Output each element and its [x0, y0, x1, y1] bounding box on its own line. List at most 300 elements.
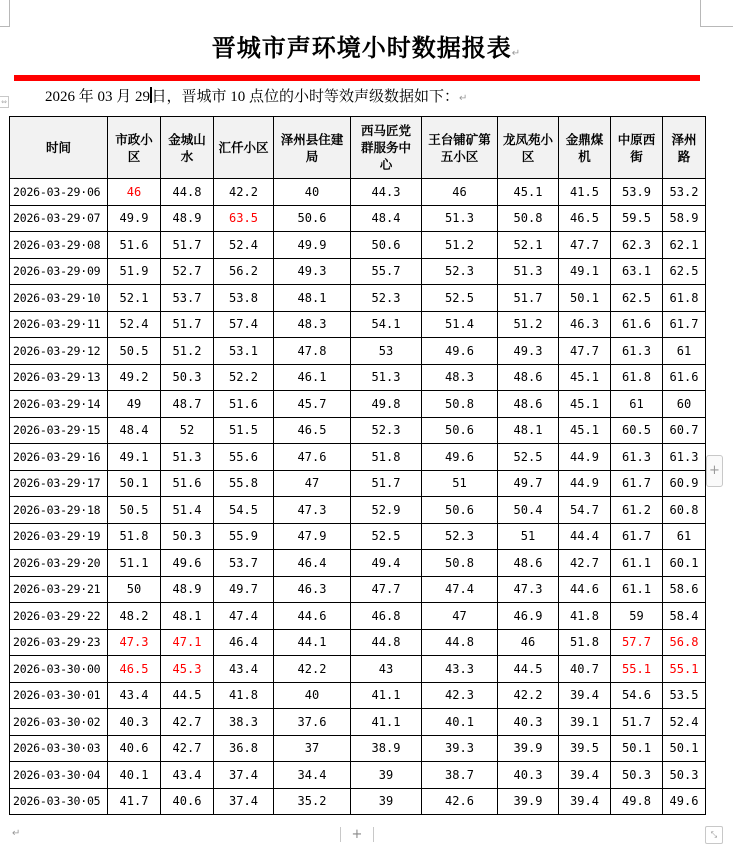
value-cell[interactable]: 50.8: [422, 550, 498, 577]
value-cell[interactable]: 52.7: [161, 258, 214, 285]
value-cell[interactable]: 54.6: [611, 682, 663, 709]
value-cell[interactable]: 50.1: [611, 735, 663, 762]
value-cell[interactable]: 52: [161, 417, 214, 444]
value-cell[interactable]: 51.4: [161, 497, 214, 524]
value-cell[interactable]: 53.9: [611, 179, 663, 206]
value-cell[interactable]: 34.4: [274, 762, 351, 789]
value-cell[interactable]: 49.8: [611, 788, 663, 815]
value-cell[interactable]: 61.8: [611, 364, 663, 391]
table-row: [10, 523, 706, 550]
value-cell[interactable]: 51.3: [351, 364, 422, 391]
value-cell[interactable]: 43.4: [161, 762, 214, 789]
value-cell[interactable]: 53.1: [214, 338, 274, 365]
intro-description-text: 日，晋城市 10 点位的小时等效声级数据如下：: [151, 89, 460, 105]
value-cell[interactable]: 48.3: [274, 311, 351, 338]
value-cell[interactable]: 49.8: [351, 391, 422, 418]
time-cell[interactable]: 2026-03-29·19: [10, 523, 108, 550]
value-cell[interactable]: 51.3: [498, 258, 559, 285]
value-cell[interactable]: 46: [422, 179, 498, 206]
value-cell[interactable]: 46.3: [559, 311, 611, 338]
table-row: [10, 338, 706, 365]
table-row: [10, 417, 706, 444]
value-cell[interactable]: 61.7: [663, 311, 706, 338]
value-cell[interactable]: 45.1: [498, 179, 559, 206]
value-cell[interactable]: 51.8: [351, 444, 422, 471]
time-cell[interactable]: 2026-03-29·22: [10, 603, 108, 630]
time-cell[interactable]: 2026-03-30·04: [10, 762, 108, 789]
time-cell[interactable]: 2026-03-30·00: [10, 656, 108, 683]
value-cell[interactable]: 61: [611, 391, 663, 418]
value-cell[interactable]: 48.4: [351, 205, 422, 232]
time-cell[interactable]: 2026-03-30·03: [10, 735, 108, 762]
value-cell[interactable]: 51.4: [422, 311, 498, 338]
time-cell[interactable]: 2026-03-29·18: [10, 497, 108, 524]
time-cell[interactable]: 2026-03-30·05: [10, 788, 108, 815]
value-cell[interactable]: 52.3: [422, 258, 498, 285]
value-cell[interactable]: 50.6: [422, 417, 498, 444]
value-cell[interactable]: 48.3: [422, 364, 498, 391]
value-cell[interactable]: 51.5: [214, 417, 274, 444]
value-cell[interactable]: 46.4: [214, 629, 274, 656]
column-header-site: 市政小区: [108, 117, 161, 179]
value-cell[interactable]: 49.9: [108, 205, 161, 232]
value-cell[interactable]: 52.9: [351, 497, 422, 524]
time-cell[interactable]: 2026-03-29·10: [10, 285, 108, 312]
value-cell[interactable]: 51.2: [422, 232, 498, 259]
value-cell[interactable]: 42.2: [274, 656, 351, 683]
value-cell[interactable]: 36.8: [214, 735, 274, 762]
value-cell[interactable]: 44.3: [351, 179, 422, 206]
time-cell[interactable]: 2026-03-29·12: [10, 338, 108, 365]
value-cell[interactable]: 40.3: [108, 709, 161, 736]
value-cell[interactable]: 39.9: [498, 735, 559, 762]
paragraph-mark-icon: ↵: [511, 48, 522, 59]
value-cell[interactable]: 58.4: [663, 603, 706, 630]
value-cell[interactable]: 50.6: [422, 497, 498, 524]
value-cell[interactable]: 40.6: [161, 788, 214, 815]
value-cell[interactable]: 42.2: [498, 682, 559, 709]
time-cell[interactable]: 2026-03-29·17: [10, 470, 108, 497]
value-cell[interactable]: 48.6: [498, 391, 559, 418]
value-cell[interactable]: 62.5: [663, 258, 706, 285]
add-column-icon[interactable]: +: [706, 455, 723, 487]
value-cell[interactable]: 51.7: [351, 470, 422, 497]
value-cell[interactable]: 52.3: [351, 417, 422, 444]
value-cell[interactable]: 54.5: [214, 497, 274, 524]
value-cell[interactable]: 42.6: [422, 788, 498, 815]
value-cell[interactable]: 49.6: [422, 444, 498, 471]
value-cell[interactable]: 61.2: [611, 497, 663, 524]
table-row: [10, 735, 706, 762]
value-cell[interactable]: 48.6: [498, 364, 559, 391]
value-cell[interactable]: 44.9: [559, 444, 611, 471]
time-cell[interactable]: 2026-03-30·01: [10, 682, 108, 709]
value-cell[interactable]: 44.1: [274, 629, 351, 656]
time-cell[interactable]: 2026-03-29·23: [10, 629, 108, 656]
value-cell[interactable]: 52.1: [498, 232, 559, 259]
value-cell[interactable]: 63.1: [611, 258, 663, 285]
value-cell[interactable]: 47.7: [559, 338, 611, 365]
value-cell[interactable]: 49.1: [108, 444, 161, 471]
value-cell[interactable]: 48.1: [498, 417, 559, 444]
time-cell[interactable]: 2026-03-29·15: [10, 417, 108, 444]
value-cell[interactable]: 44.6: [559, 576, 611, 603]
value-cell[interactable]: 50.3: [663, 762, 706, 789]
value-cell[interactable]: 51: [422, 470, 498, 497]
value-cell[interactable]: 48.1: [161, 603, 214, 630]
value-cell[interactable]: 58.6: [663, 576, 706, 603]
table-row: [10, 762, 706, 789]
value-cell[interactable]: 47.6: [274, 444, 351, 471]
value-cell[interactable]: 42.7: [161, 709, 214, 736]
value-cell[interactable]: 48.2: [108, 603, 161, 630]
value-cell[interactable]: 51.7: [161, 311, 214, 338]
value-cell[interactable]: 44.6: [274, 603, 351, 630]
time-cell[interactable]: 2026-03-29·11: [10, 311, 108, 338]
value-cell[interactable]: 52.4: [663, 709, 706, 736]
value-cell[interactable]: 49.7: [214, 576, 274, 603]
value-cell[interactable]: 51: [498, 523, 559, 550]
value-cell[interactable]: 39.3: [422, 735, 498, 762]
value-cell[interactable]: 37: [274, 735, 351, 762]
value-cell[interactable]: 47.4: [422, 576, 498, 603]
table-row: [10, 311, 706, 338]
value-cell[interactable]: 49.1: [559, 258, 611, 285]
table-move-icon[interactable]: ⇔: [0, 96, 9, 108]
intro-paragraph[interactable]: [45, 85, 467, 106]
value-cell[interactable]: 49.6: [422, 338, 498, 365]
table-body: [10, 179, 706, 815]
column-header-site: 中原西街: [611, 117, 663, 179]
value-cell[interactable]: 61.7: [611, 470, 663, 497]
value-cell[interactable]: 46.8: [351, 603, 422, 630]
value-cell[interactable]: 51.3: [161, 444, 214, 471]
value-cell[interactable]: 62.3: [611, 232, 663, 259]
value-cell[interactable]: 39.5: [559, 735, 611, 762]
time-cell[interactable]: 2026-03-29·16: [10, 444, 108, 471]
value-cell[interactable]: 53.5: [663, 682, 706, 709]
noise-data-table: [9, 116, 706, 815]
page-corner-mark-left: [0, 0, 10, 27]
value-cell[interactable]: 47.9: [274, 523, 351, 550]
value-cell[interactable]: 43.4: [108, 682, 161, 709]
time-cell[interactable]: 2026-03-29·13: [10, 364, 108, 391]
value-cell[interactable]: 63.5: [214, 205, 274, 232]
time-cell[interactable]: 2026-03-29·21: [10, 576, 108, 603]
value-cell[interactable]: 43.4: [214, 656, 274, 683]
time-cell[interactable]: 2026-03-29·06: [10, 179, 108, 206]
value-cell[interactable]: 60.8: [663, 497, 706, 524]
value-cell[interactable]: 46.9: [498, 603, 559, 630]
add-row-icon[interactable]: +: [340, 827, 374, 842]
value-cell[interactable]: 53.2: [663, 179, 706, 206]
value-cell[interactable]: 55.9: [214, 523, 274, 550]
value-cell[interactable]: 40.7: [559, 656, 611, 683]
value-cell[interactable]: 61.3: [611, 338, 663, 365]
value-cell[interactable]: 39.1: [559, 709, 611, 736]
value-cell[interactable]: 45.1: [559, 364, 611, 391]
value-cell[interactable]: 38.3: [214, 709, 274, 736]
value-cell[interactable]: 47: [422, 603, 498, 630]
value-cell[interactable]: 39.4: [559, 762, 611, 789]
paragraph-mark-icon: ↵: [459, 93, 468, 104]
red-divider-bar: [14, 75, 700, 81]
value-cell[interactable]: 57.7: [611, 629, 663, 656]
value-cell[interactable]: 46.5: [559, 205, 611, 232]
value-cell[interactable]: 52.5: [422, 285, 498, 312]
value-cell[interactable]: 43: [351, 656, 422, 683]
value-cell[interactable]: 50.4: [498, 497, 559, 524]
value-cell[interactable]: 61.1: [611, 576, 663, 603]
value-cell[interactable]: 51.8: [559, 629, 611, 656]
table-row: [10, 444, 706, 471]
value-cell[interactable]: 57.4: [214, 311, 274, 338]
value-cell[interactable]: 40.1: [422, 709, 498, 736]
value-cell[interactable]: 50.5: [108, 338, 161, 365]
value-cell[interactable]: 35.2: [274, 788, 351, 815]
value-cell[interactable]: 61.6: [611, 311, 663, 338]
value-cell[interactable]: 44.8: [351, 629, 422, 656]
value-cell[interactable]: 41.1: [351, 682, 422, 709]
value-cell[interactable]: 61.7: [611, 523, 663, 550]
value-cell[interactable]: 61.6: [663, 364, 706, 391]
value-cell[interactable]: 61.3: [663, 444, 706, 471]
value-cell[interactable]: 48.4: [108, 417, 161, 444]
value-cell[interactable]: 39.9: [498, 788, 559, 815]
value-cell[interactable]: 48.9: [161, 576, 214, 603]
value-cell[interactable]: 51.7: [161, 232, 214, 259]
table-row: [10, 364, 706, 391]
value-cell[interactable]: 47.7: [351, 576, 422, 603]
value-cell[interactable]: 61: [663, 338, 706, 365]
value-cell[interactable]: 50: [108, 576, 161, 603]
time-cell[interactable]: 2026-03-29·20: [10, 550, 108, 577]
table-row: [10, 179, 706, 206]
value-cell[interactable]: 52.4: [214, 232, 274, 259]
value-cell[interactable]: 60.5: [611, 417, 663, 444]
value-cell[interactable]: 48.1: [274, 285, 351, 312]
value-cell[interactable]: 42.3: [422, 682, 498, 709]
value-cell[interactable]: 61: [663, 523, 706, 550]
value-cell[interactable]: 43.3: [422, 656, 498, 683]
value-cell[interactable]: 46.3: [274, 576, 351, 603]
value-cell[interactable]: 53.7: [214, 550, 274, 577]
column-header-site: 泽州县住建局: [274, 117, 351, 179]
value-cell[interactable]: 44.9: [559, 470, 611, 497]
value-cell[interactable]: 41.8: [559, 603, 611, 630]
value-cell[interactable]: 45.1: [559, 391, 611, 418]
value-cell[interactable]: 60.1: [663, 550, 706, 577]
table-row: [10, 205, 706, 232]
value-cell[interactable]: 61.8: [663, 285, 706, 312]
value-cell[interactable]: 59.5: [611, 205, 663, 232]
value-cell[interactable]: 39: [351, 788, 422, 815]
value-cell[interactable]: 60.9: [663, 470, 706, 497]
value-cell[interactable]: 44.5: [161, 682, 214, 709]
value-cell[interactable]: 49.4: [351, 550, 422, 577]
report-title: [0, 28, 733, 63]
value-cell[interactable]: 56.8: [663, 629, 706, 656]
value-cell[interactable]: 45.1: [559, 417, 611, 444]
value-cell[interactable]: 42.2: [214, 179, 274, 206]
value-cell[interactable]: 50.1: [108, 470, 161, 497]
time-cell[interactable]: 2026-03-29·14: [10, 391, 108, 418]
value-cell[interactable]: 46.5: [108, 656, 161, 683]
value-cell[interactable]: 47.4: [214, 603, 274, 630]
column-header-site: 龙凤苑小区: [498, 117, 559, 179]
value-cell[interactable]: 52.5: [351, 523, 422, 550]
value-cell[interactable]: 51.6: [108, 232, 161, 259]
value-cell[interactable]: 55.8: [214, 470, 274, 497]
time-cell[interactable]: 2026-03-29·08: [10, 232, 108, 259]
value-cell[interactable]: 44.8: [422, 629, 498, 656]
value-cell[interactable]: 55.1: [611, 656, 663, 683]
value-cell[interactable]: 53: [351, 338, 422, 365]
value-cell[interactable]: 50.3: [611, 762, 663, 789]
time-cell[interactable]: 2026-03-29·07: [10, 205, 108, 232]
value-cell[interactable]: 45.3: [161, 656, 214, 683]
value-cell[interactable]: 37.6: [274, 709, 351, 736]
value-cell[interactable]: 61.3: [611, 444, 663, 471]
value-cell[interactable]: 46.5: [274, 417, 351, 444]
value-cell[interactable]: 62.5: [611, 285, 663, 312]
value-cell[interactable]: 48.9: [161, 205, 214, 232]
value-cell[interactable]: 41.8: [214, 682, 274, 709]
value-cell[interactable]: 50.3: [161, 364, 214, 391]
table-row: [10, 285, 706, 312]
value-cell[interactable]: 45.7: [274, 391, 351, 418]
value-cell[interactable]: 46: [108, 179, 161, 206]
value-cell[interactable]: 46.4: [274, 550, 351, 577]
value-cell[interactable]: 51.8: [108, 523, 161, 550]
value-cell[interactable]: 40.3: [498, 762, 559, 789]
value-cell[interactable]: 52.3: [422, 523, 498, 550]
value-cell[interactable]: 40: [274, 682, 351, 709]
value-cell[interactable]: 39.4: [559, 788, 611, 815]
value-cell[interactable]: 53.7: [161, 285, 214, 312]
value-cell[interactable]: 55.1: [663, 656, 706, 683]
value-cell[interactable]: 40.1: [108, 762, 161, 789]
value-cell[interactable]: 41.5: [559, 179, 611, 206]
time-cell[interactable]: 2026-03-29·09: [10, 258, 108, 285]
value-cell[interactable]: 40: [274, 179, 351, 206]
value-cell[interactable]: 51.3: [422, 205, 498, 232]
value-cell[interactable]: 51.1: [108, 550, 161, 577]
value-cell[interactable]: 49.2: [108, 364, 161, 391]
value-cell[interactable]: 55.7: [351, 258, 422, 285]
table-resize-icon[interactable]: ⤡: [705, 826, 723, 844]
value-cell[interactable]: 55.6: [214, 444, 274, 471]
value-cell[interactable]: 49.3: [274, 258, 351, 285]
value-cell[interactable]: 50.1: [559, 285, 611, 312]
value-cell[interactable]: 51.6: [214, 391, 274, 418]
value-cell[interactable]: 50.6: [351, 232, 422, 259]
value-cell[interactable]: 49.6: [663, 788, 706, 815]
value-cell[interactable]: 47.3: [108, 629, 161, 656]
value-cell[interactable]: 44.5: [498, 656, 559, 683]
value-cell[interactable]: 51.2: [161, 338, 214, 365]
value-cell[interactable]: 54.1: [351, 311, 422, 338]
value-cell[interactable]: 37.4: [214, 762, 274, 789]
value-cell[interactable]: 39.4: [559, 682, 611, 709]
value-cell[interactable]: 41.7: [108, 788, 161, 815]
value-cell[interactable]: 52.4: [108, 311, 161, 338]
value-cell[interactable]: 49.7: [498, 470, 559, 497]
value-cell[interactable]: 51.6: [161, 470, 214, 497]
value-cell[interactable]: 60: [663, 391, 706, 418]
value-cell[interactable]: 51.2: [498, 311, 559, 338]
value-cell[interactable]: 61.1: [611, 550, 663, 577]
table-row: [10, 656, 706, 683]
value-cell[interactable]: 49: [108, 391, 161, 418]
value-cell[interactable]: 50.5: [108, 497, 161, 524]
value-cell[interactable]: 42.7: [559, 550, 611, 577]
value-cell[interactable]: 46: [498, 629, 559, 656]
value-cell[interactable]: 39: [351, 762, 422, 789]
value-cell[interactable]: 50.3: [161, 523, 214, 550]
value-cell[interactable]: 53.8: [214, 285, 274, 312]
value-cell[interactable]: 50.8: [422, 391, 498, 418]
value-cell[interactable]: 47.1: [161, 629, 214, 656]
table-row: [10, 629, 706, 656]
table-row: [10, 470, 706, 497]
value-cell[interactable]: 52.5: [498, 444, 559, 471]
value-cell[interactable]: 49.3: [498, 338, 559, 365]
value-cell[interactable]: 60.7: [663, 417, 706, 444]
value-cell[interactable]: 46.1: [274, 364, 351, 391]
value-cell[interactable]: 40.3: [498, 709, 559, 736]
value-cell[interactable]: 48.6: [498, 550, 559, 577]
value-cell[interactable]: 44.8: [161, 179, 214, 206]
value-cell[interactable]: 37.4: [214, 788, 274, 815]
value-cell[interactable]: 58.9: [663, 205, 706, 232]
value-cell[interactable]: 38.7: [422, 762, 498, 789]
time-cell[interactable]: 2026-03-30·02: [10, 709, 108, 736]
value-cell[interactable]: 48.7: [161, 391, 214, 418]
value-cell[interactable]: 62.1: [663, 232, 706, 259]
value-cell[interactable]: 54.7: [559, 497, 611, 524]
value-cell[interactable]: 51.7: [611, 709, 663, 736]
value-cell[interactable]: 52.1: [108, 285, 161, 312]
value-cell[interactable]: 50.8: [498, 205, 559, 232]
intro-date-text: 2026 年 03 月 29: [45, 89, 151, 105]
value-cell[interactable]: 52.3: [351, 285, 422, 312]
value-cell[interactable]: 59: [611, 603, 663, 630]
value-cell[interactable]: 49.6: [161, 550, 214, 577]
table-header-row: [10, 117, 706, 179]
value-cell[interactable]: 42.7: [161, 735, 214, 762]
value-cell[interactable]: 49.9: [274, 232, 351, 259]
value-cell[interactable]: 50.6: [274, 205, 351, 232]
value-cell[interactable]: 47.3: [498, 576, 559, 603]
value-cell[interactable]: 56.2: [214, 258, 274, 285]
value-cell[interactable]: 51.7: [498, 285, 559, 312]
value-cell[interactable]: 47: [274, 470, 351, 497]
value-cell[interactable]: 47.3: [274, 497, 351, 524]
page-corner-mark-right: [700, 0, 733, 27]
value-cell[interactable]: 50.1: [663, 735, 706, 762]
value-cell[interactable]: 47.7: [559, 232, 611, 259]
value-cell[interactable]: 47.8: [274, 338, 351, 365]
table-row: [10, 497, 706, 524]
value-cell[interactable]: 38.9: [351, 735, 422, 762]
value-cell[interactable]: 41.1: [351, 709, 422, 736]
table-row: [10, 576, 706, 603]
value-cell[interactable]: 52.2: [214, 364, 274, 391]
value-cell[interactable]: 51.9: [108, 258, 161, 285]
value-cell[interactable]: 40.6: [108, 735, 161, 762]
value-cell[interactable]: 44.4: [559, 523, 611, 550]
